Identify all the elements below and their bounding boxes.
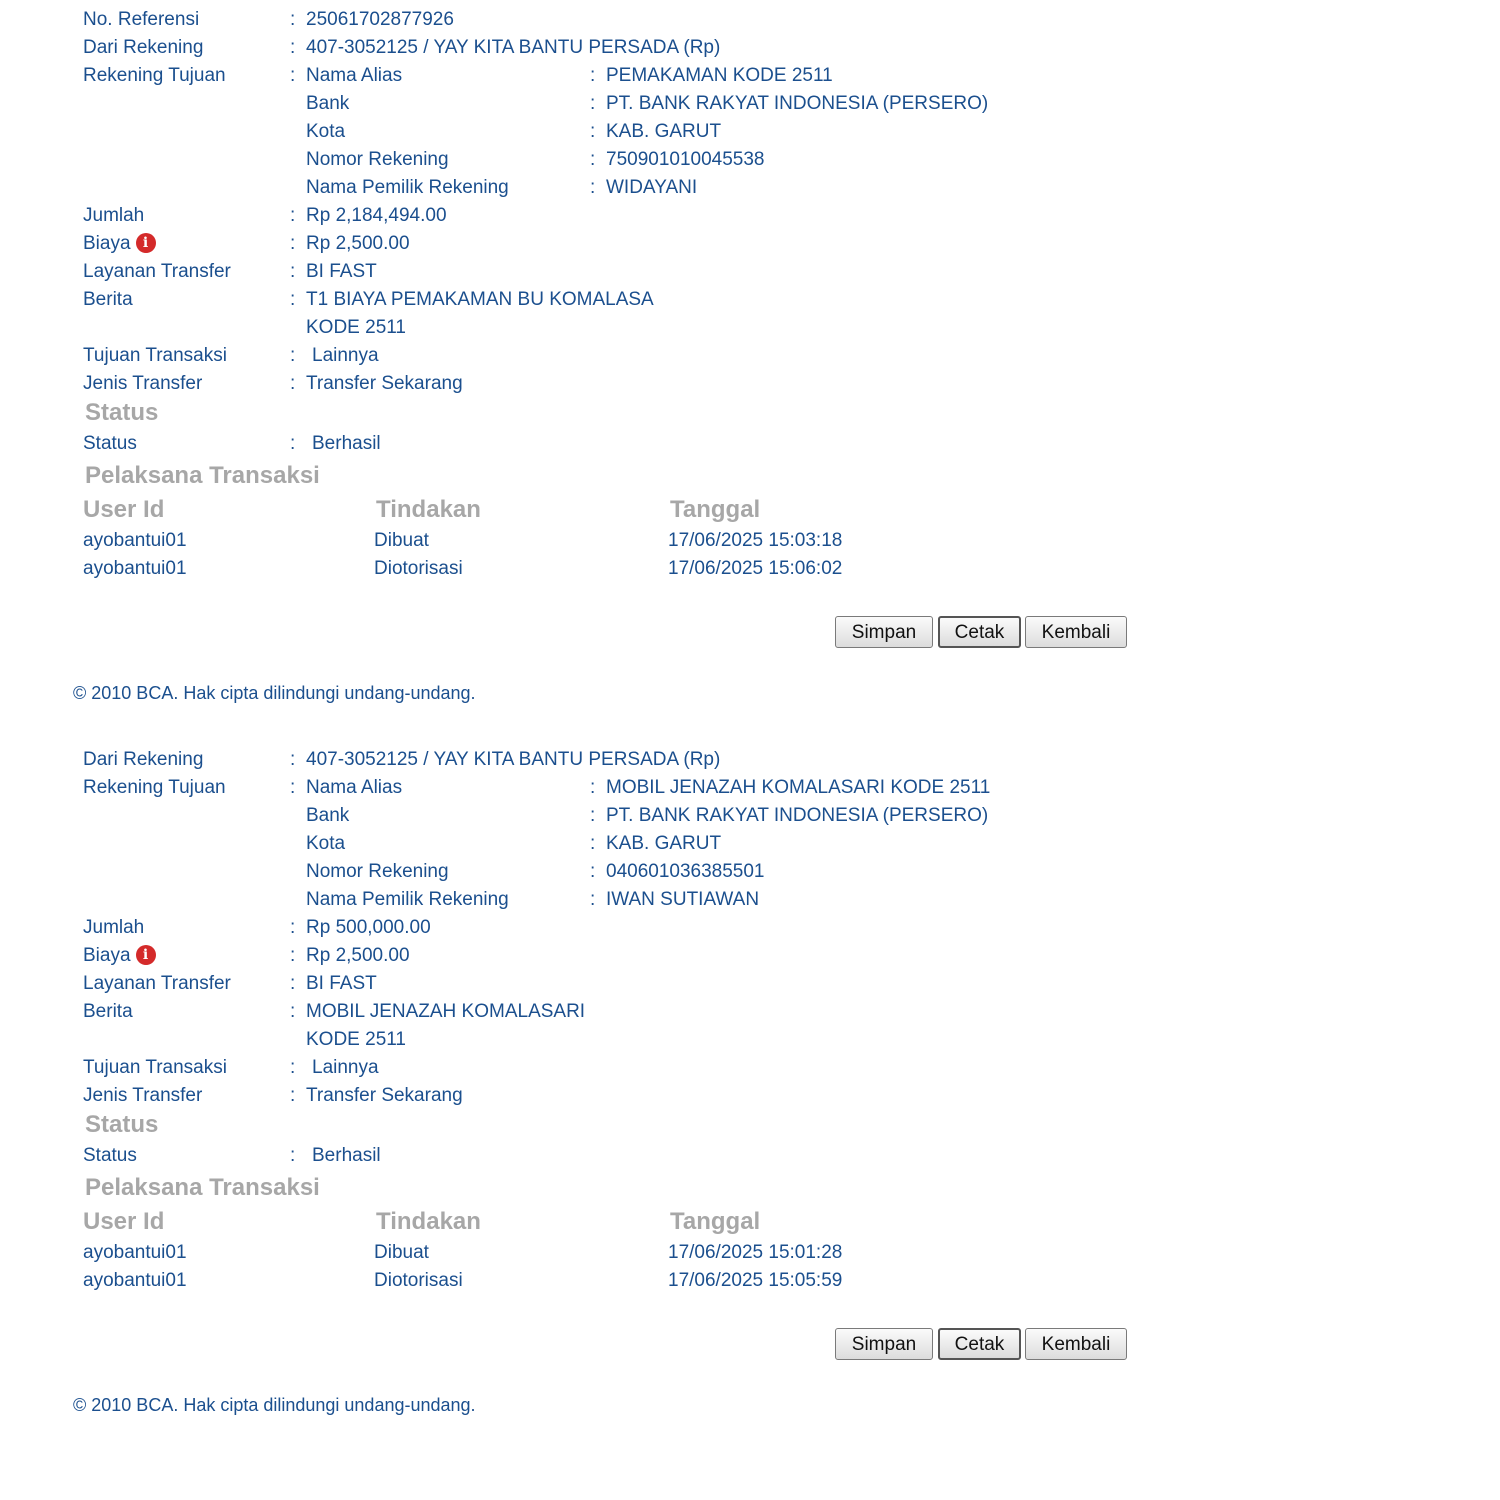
label: Berita	[83, 289, 133, 310]
copyright-footer: © 2010 BCA. Hak cipta dilindungi undang-undang.	[73, 1395, 476, 1415]
colon: :	[290, 65, 296, 86]
table-cell-tindakan: Diotorisasi	[374, 1270, 463, 1291]
colon: :	[290, 973, 296, 994]
col-header-tanggal: Tanggal	[670, 1208, 761, 1235]
colon: :	[290, 233, 296, 254]
colon: :	[290, 749, 296, 770]
label: Layanan Transfer	[83, 973, 231, 994]
value: Rp 2,184,494.00	[306, 205, 447, 226]
section-pelaksana: Pelaksana Transaksi	[85, 462, 320, 489]
col-header-user: User Id	[83, 1208, 165, 1235]
info-icon[interactable]: i	[136, 945, 156, 965]
value: WIDAYANI	[606, 177, 698, 198]
label: Biaya	[83, 945, 131, 966]
value: IWAN SUTIAWAN	[606, 889, 760, 910]
section-pelaksana: Pelaksana Transaksi	[85, 1174, 320, 1201]
label: Biaya	[83, 233, 131, 254]
value: KAB. GARUT	[606, 121, 722, 142]
label: Rekening Tujuan	[83, 777, 226, 798]
label: Jenis Transfer	[83, 1085, 203, 1106]
sub-label: Bank	[306, 93, 350, 114]
value: Transfer Sekarang	[306, 1085, 463, 1106]
sub-label: Nama Pemilik Rekening	[306, 177, 509, 198]
value: T1 BIAYA PEMAKAMAN BU KOMALASA	[306, 289, 654, 310]
value: Transfer Sekarang	[306, 373, 463, 394]
table-cell-user: ayobantui01	[83, 558, 187, 579]
simpan-button[interactable]: Simpan	[835, 616, 933, 648]
cetak-button[interactable]: Cetak	[938, 616, 1021, 648]
table-cell-tanggal: 17/06/2025 15:03:18	[668, 530, 843, 551]
table-cell-tindakan: Dibuat	[374, 1242, 429, 1263]
colon: :	[590, 149, 596, 170]
colon: :	[590, 805, 596, 826]
label: Tujuan Transaksi	[83, 345, 227, 366]
status-value: Berhasil	[312, 1145, 381, 1166]
colon: :	[590, 861, 596, 882]
label: Jumlah	[83, 917, 145, 938]
label: Status	[83, 1145, 137, 1166]
label-group	[83, 230, 156, 258]
colon: :	[290, 1001, 296, 1022]
label: Dari Rekening	[83, 749, 204, 770]
col-header-tindakan: Tindakan	[376, 496, 481, 523]
col-header-tindakan: Tindakan	[376, 1208, 481, 1235]
value: KODE 2511	[306, 317, 406, 338]
sub-label: Kota	[306, 833, 346, 854]
section-status: Status	[85, 399, 159, 426]
colon: :	[590, 121, 596, 142]
label: Berita	[83, 1001, 133, 1022]
label: No. Referensi	[83, 9, 200, 30]
simpan-button[interactable]: Simpan	[835, 1328, 933, 1360]
colon: :	[290, 917, 296, 938]
sub-label: Bank	[306, 805, 350, 826]
colon: :	[290, 37, 296, 58]
value: BI FAST	[306, 261, 377, 282]
colon: :	[590, 889, 596, 910]
colon: :	[590, 93, 596, 114]
value: Rp 2,500.00	[306, 233, 410, 254]
colon: :	[590, 777, 596, 798]
colon: :	[290, 945, 296, 966]
colon: :	[290, 1145, 296, 1166]
value: MOBIL JENAZAH KOMALASARI	[306, 1001, 586, 1022]
value: MOBIL JENAZAH KOMALASARI KODE 2511	[606, 777, 991, 798]
colon: :	[290, 205, 296, 226]
value: PT. BANK RAKYAT INDONESIA (PERSERO)	[606, 93, 989, 114]
table-cell-tindakan: Diotorisasi	[374, 558, 463, 579]
table-cell-tanggal: 17/06/2025 15:01:28	[668, 1242, 843, 1263]
label: Dari Rekening	[83, 37, 204, 58]
colon: :	[590, 833, 596, 854]
table-cell-user: ayobantui01	[83, 1242, 187, 1263]
value: Lainnya	[312, 345, 379, 366]
sub-label: Nomor Rekening	[306, 149, 449, 170]
colon: :	[290, 289, 296, 310]
table-cell-tanggal: 17/06/2025 15:05:59	[668, 1270, 843, 1291]
label: Rekening Tujuan	[83, 65, 226, 86]
colon: :	[290, 9, 296, 30]
table-cell-tindakan: Dibuat	[374, 530, 429, 551]
label: Jumlah	[83, 205, 145, 226]
label: Layanan Transfer	[83, 261, 231, 282]
col-header-user: User Id	[83, 496, 165, 523]
colon: :	[290, 1085, 296, 1106]
sub-label: Nama Alias	[306, 777, 403, 798]
value: PEMAKAMAN KODE 2511	[606, 65, 833, 86]
value: Rp 2,500.00	[306, 945, 410, 966]
col-header-tanggal: Tanggal	[670, 496, 761, 523]
info-icon[interactable]: i	[136, 233, 156, 253]
value: 407-3052125 / YAY KITA BANTU PERSADA (Rp)	[306, 749, 721, 770]
value: KAB. GARUT	[606, 833, 722, 854]
colon: :	[290, 433, 296, 454]
value: BI FAST	[306, 973, 377, 994]
value: 040601036385501	[606, 861, 765, 882]
colon: :	[590, 177, 596, 198]
sub-label: Nama Pemilik Rekening	[306, 889, 509, 910]
colon: :	[590, 65, 596, 86]
colon: :	[290, 261, 296, 282]
kembali-button[interactable]: Kembali	[1025, 1328, 1127, 1360]
colon: :	[290, 373, 296, 394]
table-cell-user: ayobantui01	[83, 1270, 187, 1291]
sub-label: Kota	[306, 121, 346, 142]
label: Status	[83, 433, 137, 454]
value: Lainnya	[312, 1057, 379, 1078]
kembali-button[interactable]: Kembali	[1025, 616, 1127, 648]
value: PT. BANK RAKYAT INDONESIA (PERSERO)	[606, 805, 989, 826]
value: 25061702877926	[306, 9, 454, 30]
value: 407-3052125 / YAY KITA BANTU PERSADA (Rp)	[306, 37, 721, 58]
copyright-footer: © 2010 BCA. Hak cipta dilindungi undang-undang.	[73, 683, 476, 703]
cetak-button[interactable]: Cetak	[938, 1328, 1021, 1360]
table-cell-user: ayobantui01	[83, 530, 187, 551]
section-status: Status	[85, 1111, 159, 1138]
colon: :	[290, 777, 296, 798]
colon: :	[290, 1057, 296, 1078]
label-group	[83, 942, 156, 970]
sub-label: Nama Alias	[306, 65, 403, 86]
status-value: Berhasil	[312, 433, 381, 454]
label: Tujuan Transaksi	[83, 1057, 227, 1078]
value: Rp 500,000.00	[306, 917, 431, 938]
sub-label: Nomor Rekening	[306, 861, 449, 882]
value: 750901010045538	[606, 149, 765, 170]
label: Jenis Transfer	[83, 373, 203, 394]
table-cell-tanggal: 17/06/2025 15:06:02	[668, 558, 843, 579]
value: KODE 2511	[306, 1029, 406, 1050]
colon: :	[290, 345, 296, 366]
